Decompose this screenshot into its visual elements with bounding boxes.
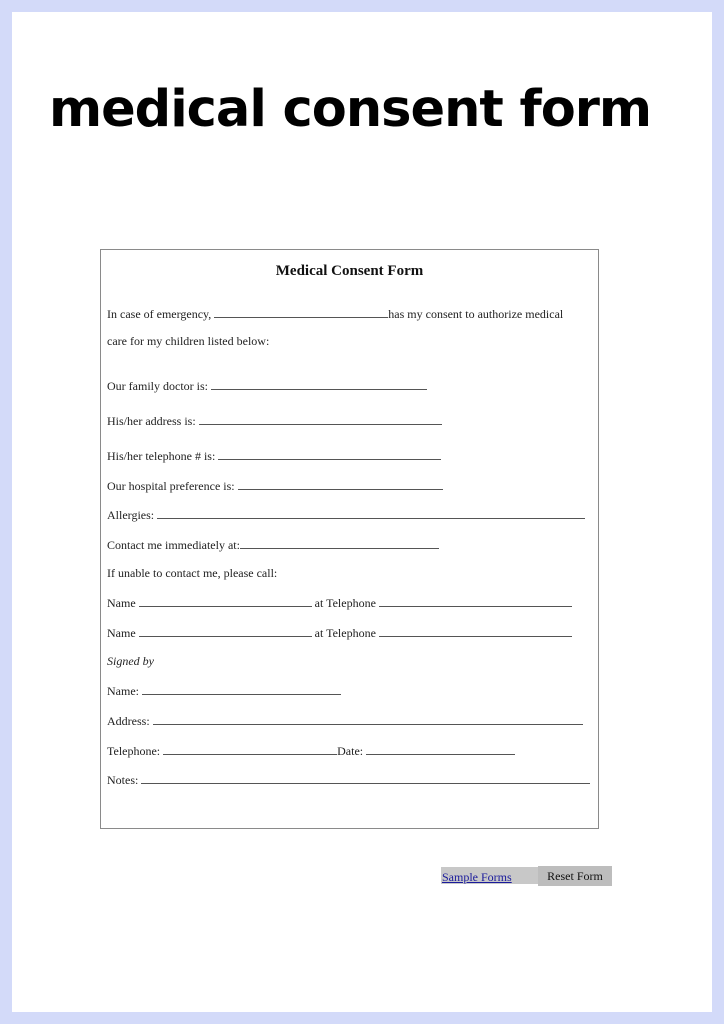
signer-telephone-row bbox=[107, 743, 515, 758]
alt-telephone-field-1[interactable] bbox=[379, 595, 572, 607]
signer-address-field[interactable] bbox=[153, 713, 583, 725]
signer-name-label: Name: bbox=[107, 684, 139, 698]
family-doctor-field[interactable] bbox=[211, 378, 427, 390]
emergency-contact-field[interactable] bbox=[214, 306, 388, 318]
signer-telephone-label: Telephone: bbox=[107, 744, 161, 758]
alt-name-label: Name bbox=[107, 626, 136, 640]
at-telephone-label: at Telephone bbox=[314, 626, 376, 640]
doctor-address-row bbox=[107, 413, 442, 428]
signed-by-label: Signed by bbox=[107, 654, 154, 668]
allergies-field[interactable] bbox=[157, 507, 585, 519]
notes-field[interactable] bbox=[141, 772, 590, 784]
signer-name-row bbox=[107, 683, 341, 698]
contact-field[interactable] bbox=[240, 537, 439, 549]
at-telephone-label: at Telephone bbox=[314, 596, 376, 610]
family-doctor-label: Our family doctor is: bbox=[107, 379, 208, 393]
alt-contact-row-1 bbox=[107, 595, 572, 610]
alt-name-field-2[interactable] bbox=[139, 625, 312, 637]
signer-telephone-field[interactable] bbox=[163, 743, 337, 755]
if-unable-text: If unable to contact me, please call: bbox=[107, 566, 278, 580]
hospital-label: Our hospital preference is: bbox=[107, 479, 235, 493]
doctor-address-field[interactable] bbox=[199, 413, 442, 425]
emergency-row bbox=[107, 306, 563, 321]
notes-label: Notes: bbox=[107, 773, 139, 787]
allergies-row bbox=[107, 507, 585, 522]
contact-row bbox=[107, 537, 439, 552]
consent-text: has my consent to authorize medical bbox=[388, 307, 564, 321]
consent-form bbox=[100, 249, 599, 829]
allergies-label: Allergies: bbox=[107, 508, 155, 522]
signer-name-field[interactable] bbox=[142, 683, 341, 695]
alt-name-field-1[interactable] bbox=[139, 595, 312, 607]
signer-address-label: Address: bbox=[107, 714, 150, 728]
doctor-telephone-field[interactable] bbox=[218, 448, 441, 460]
family-doctor-row bbox=[107, 378, 427, 393]
date-field[interactable] bbox=[366, 743, 515, 755]
doctor-telephone-label: His/her telephone # is: bbox=[107, 449, 216, 463]
page-title: medical consent form bbox=[48, 80, 652, 139]
alt-contact-row-2 bbox=[107, 625, 572, 640]
emergency-label: In case of emergency, bbox=[107, 307, 212, 321]
signer-address-row bbox=[107, 713, 583, 728]
doctor-address-label: His/her address is: bbox=[107, 414, 196, 428]
form-title: Medical Consent Form bbox=[275, 263, 424, 279]
date-label: Date: bbox=[337, 744, 364, 758]
reset-form-button[interactable]: Reset Form bbox=[538, 866, 612, 886]
sample-forms-link[interactable]: Sample Forms bbox=[442, 870, 512, 884]
doctor-telephone-row bbox=[107, 448, 441, 463]
hospital-row bbox=[107, 478, 443, 493]
contact-label: Contact me immediately at: bbox=[107, 538, 240, 552]
alt-name-label: Name bbox=[107, 596, 136, 610]
alt-telephone-field-2[interactable] bbox=[379, 625, 572, 637]
notes-row bbox=[107, 772, 590, 787]
hospital-field[interactable] bbox=[238, 478, 443, 490]
intro-line-2: care for my children listed below: bbox=[107, 334, 270, 348]
